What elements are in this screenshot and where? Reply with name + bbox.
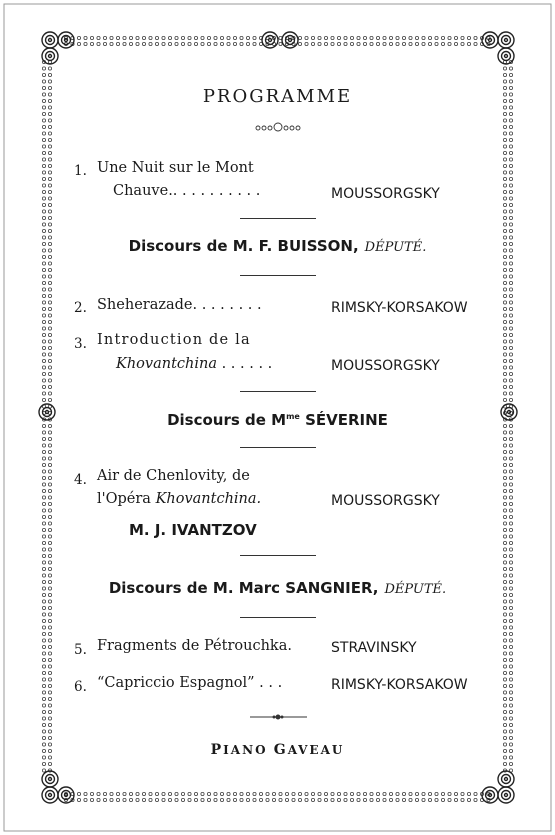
item-title: Fragments de Pétrouchka. — [97, 638, 292, 654]
piano-gaveau-credit: PIANO GAVEAU — [210, 742, 345, 758]
discours-text: Discours de M — [167, 411, 287, 429]
superscript: me — [286, 412, 300, 421]
discours-buisson — [0, 237, 555, 255]
item-composer: RIMSKY-KORSAKOW — [331, 300, 468, 316]
item-title: Sheherazade. . . . . . . . — [97, 297, 262, 313]
item-number: 1. — [74, 163, 87, 179]
divider-rule — [240, 275, 316, 276]
item-composer: STRAVINSKY — [331, 640, 417, 656]
divider-rule — [240, 391, 316, 392]
item-performer: M. J. IVANTZOV — [129, 521, 257, 539]
item-title-cont — [97, 491, 261, 507]
discours-severine — [0, 411, 555, 429]
discours-role: DÉPUTÉ. — [384, 582, 447, 597]
discours-name: SÉVERINE — [299, 411, 388, 429]
discours-sangnier — [0, 579, 555, 597]
discours-text: Discours de M. F. BUISSON, — [128, 237, 359, 255]
discours-text: Discours de M. Marc SANGNIER, — [108, 579, 379, 597]
item-title-prefix: l'Opéra — [97, 491, 156, 507]
item-composer: MOUSSORGSKY — [331, 186, 440, 202]
item-title: Introduction de la — [97, 332, 251, 348]
item-number: 3. — [74, 336, 87, 352]
divider-rule — [240, 447, 316, 448]
programme-title: PROGRAMME — [202, 86, 353, 107]
work-title: Khovantchina. — [155, 491, 262, 507]
divider-rule — [240, 218, 316, 219]
end-ornament — [250, 715, 307, 719]
item-number: 5. — [74, 642, 87, 658]
item-number: 2. — [74, 300, 87, 316]
item-title: Une Nuit sur le Mont — [97, 160, 254, 176]
discours-role: DÉPUTÉ. — [364, 240, 427, 255]
item-number: 4. — [74, 472, 87, 488]
item-title-cont: Chauve.. . . . . . . . . . — [113, 183, 261, 199]
item-composer: MOUSSORGSKY — [331, 493, 440, 509]
item-title: Air de Chenlovity, de — [97, 468, 250, 484]
title-ornament — [256, 123, 300, 131]
item-composer: RIMSKY-KORSAKOW — [331, 677, 468, 693]
item-number: 6. — [74, 679, 87, 695]
leader-dots: . . . . . . — [216, 356, 273, 372]
item-title: “Capriccio Espagnol” . . . — [97, 675, 283, 691]
work-title: Khovantchina — [116, 356, 217, 372]
divider-rule — [240, 617, 316, 618]
item-title-cont — [116, 356, 272, 372]
item-composer: MOUSSORGSKY — [331, 358, 440, 374]
divider-rule — [240, 555, 316, 556]
